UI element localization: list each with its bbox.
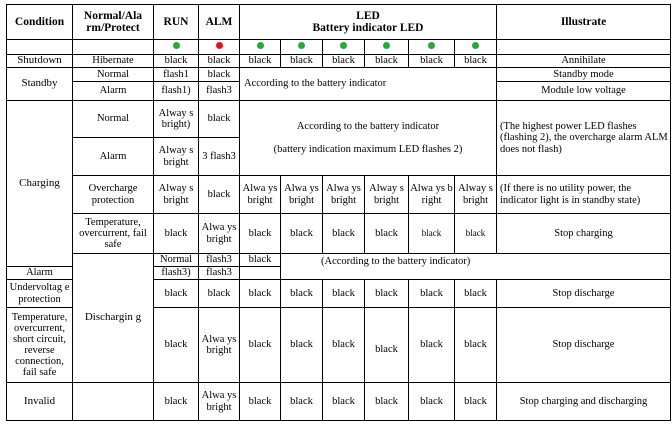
discharging-normal-row <box>7 254 671 267</box>
run-value: black <box>154 214 199 254</box>
alm-value: flash3 <box>199 267 240 280</box>
illustrate-stop-charging: Stop charging <box>497 214 671 254</box>
header-row <box>7 5 671 40</box>
illustrate-standby-mode: Standby mode <box>497 68 671 82</box>
battery-led-value: black <box>323 308 365 383</box>
alm-indicator-cell <box>199 40 240 55</box>
battery-led-green-dot-icon <box>472 42 479 49</box>
battery-led-value: black <box>455 214 497 254</box>
empty-cell <box>497 40 671 55</box>
run-value: flash1) <box>154 82 199 101</box>
alm-value: 3 flash3 <box>199 138 240 176</box>
battery-led-value: black <box>455 308 497 383</box>
battery-led-1-cell <box>240 40 281 55</box>
battery-led-green-dot-icon <box>257 42 264 49</box>
illustrate-annihilate: Annihilate <box>497 55 671 68</box>
header-condition: Condition <box>7 5 73 40</box>
alm-value: black <box>199 280 240 308</box>
battery-led-value: black <box>365 383 409 421</box>
state-normal: Normal <box>73 101 154 138</box>
run-value: black <box>154 55 199 68</box>
battery-led-value: black <box>409 55 455 68</box>
alm-value: black <box>199 68 240 82</box>
empty-cell <box>73 383 154 421</box>
charging-temperature-row <box>7 214 671 254</box>
battery-led-value: black <box>323 214 365 254</box>
battery-led-value: black <box>455 55 497 68</box>
run-value: Alway s bright) <box>154 101 199 138</box>
header-led <box>240 5 497 40</box>
state-hibernate: Hibernate <box>73 55 154 68</box>
header-normal-alarm-protect: Normal/Ala rm/Protect <box>73 5 154 40</box>
charging-overcharge-row <box>7 176 671 214</box>
battery-led-value: black <box>240 214 281 254</box>
battery-led-value: black <box>281 383 323 421</box>
spacer <box>241 132 495 144</box>
battery-led-value: Alwa ys bright <box>409 176 455 214</box>
battery-led-green-dot-icon <box>298 42 305 49</box>
condition-discharging: Dischargin g <box>73 254 154 383</box>
charging-max-flash-text: (battery indication maximum LED flashes 2) <box>273 144 463 155</box>
battery-led-5-cell <box>409 40 455 55</box>
run-value: black <box>154 280 199 308</box>
battery-led-value: black <box>240 55 281 68</box>
battery-led-value: black <box>240 308 281 383</box>
state-normal: Normal <box>154 254 199 267</box>
run-value: Alway s bright <box>154 176 199 214</box>
run-value: Alway s bright <box>154 138 199 176</box>
state-normal: Normal <box>73 68 154 82</box>
run-indicator-cell <box>154 40 199 55</box>
invalid-row <box>7 383 671 421</box>
battery-led-value: black <box>365 214 409 254</box>
battery-led-value: black <box>455 383 497 421</box>
battery-led-value: Alwa ys bright <box>240 176 281 214</box>
header-alm: ALM <box>199 5 240 40</box>
battery-led-value: Alwa ys bright <box>323 176 365 214</box>
led-status-table <box>6 4 671 421</box>
illustrate-charging-note-2: (If there is no utility power, the indicator light is in standby state) <box>497 176 671 214</box>
illustrate-charging-note-1: (The highest power LED flashes (flashing 2), the overcharge alarm ALM does not flash) <box>497 101 671 176</box>
battery-led-value: black <box>240 280 281 308</box>
battery-led-value: black <box>409 383 455 421</box>
header-battery-indicator-led: Battery indicator LED <box>312 22 424 34</box>
indicator-dots-row <box>7 40 671 55</box>
battery-led-value: black <box>240 383 281 421</box>
battery-led-value: black <box>365 308 409 383</box>
standby-normal-row <box>7 68 671 82</box>
battery-led-value: black <box>323 55 365 68</box>
discharging-battery-led-note: (According to the battery indicator) <box>281 254 671 280</box>
alm-led-red-dot-icon <box>216 42 223 49</box>
charging-battery-led-note <box>240 101 497 176</box>
condition-charging: Charging <box>7 101 73 267</box>
battery-led-value: black <box>409 280 455 308</box>
standby-battery-led-note: According to the battery indicator <box>240 68 497 101</box>
state-alarm: Alarm <box>73 138 154 176</box>
alm-value: Alwa ys bright <box>199 308 240 383</box>
illustrate-stop-discharge: Stop discharge <box>497 308 671 383</box>
empty-cell <box>7 40 73 55</box>
alm-value: Alwa ys bright <box>199 214 240 254</box>
state-temperature-overcurrent-fail-safe: Temperature, overcurrent, fail safe <box>73 214 154 254</box>
shutdown-row <box>7 55 671 68</box>
condition-standby: Standby <box>7 68 73 101</box>
battery-led-value: black <box>455 280 497 308</box>
battery-led-value: Alway s bright <box>365 176 409 214</box>
run-value: black <box>154 308 199 383</box>
state-alarm: Alarm <box>73 82 154 101</box>
alm-value: black <box>199 176 240 214</box>
empty-cell <box>73 40 154 55</box>
state-temperature-overcurrent-short-circuit: Temperature, overcurrent, short circuit, reverse connection, fail safe <box>7 308 73 383</box>
state-undervoltage-protection: Undervoltag e protection <box>7 280 73 308</box>
battery-led-value: Alway s bright <box>455 176 497 214</box>
run-value: flash3 <box>199 254 240 267</box>
illustrate-stop-discharge: Stop discharge <box>497 280 671 308</box>
battery-led-6-cell <box>455 40 497 55</box>
battery-led-value: black <box>365 55 409 68</box>
state-overcharge-protection: Overcharge protection <box>73 176 154 214</box>
illustrate-module-low-voltage: Module low voltage <box>497 82 671 101</box>
battery-led-value: black <box>281 214 323 254</box>
alm-value: Alwa ys bright <box>199 383 240 421</box>
condition-invalid: Invalid <box>7 383 73 421</box>
condition-shutdown: Shutdown <box>7 55 73 68</box>
battery-led-value: Alwa ys bright <box>281 176 323 214</box>
battery-led-value: black <box>323 383 365 421</box>
alm-value: black <box>240 254 281 267</box>
battery-led-4-cell <box>365 40 409 55</box>
charging-normal-row <box>7 101 671 138</box>
state-alarm: Alarm <box>7 267 73 280</box>
run-value: flash1 <box>154 68 199 82</box>
led-status-table-wrapper <box>6 4 671 421</box>
run-value: flash3) <box>154 267 199 280</box>
battery-led-green-dot-icon <box>340 42 347 49</box>
illustrate-stop-charging-and-discharging: Stop charging and discharging <box>497 383 671 421</box>
battery-led-value: black <box>281 55 323 68</box>
header-run: RUN <box>154 5 199 40</box>
battery-led-value: black <box>409 214 455 254</box>
battery-led-value: black <box>365 280 409 308</box>
battery-led-green-dot-icon <box>383 42 390 49</box>
alm-value: black <box>199 55 240 68</box>
header-illustrate: Illustrate <box>497 5 671 40</box>
battery-led-value: black <box>281 308 323 383</box>
charging-according-text: According to the battery indicator <box>296 120 440 132</box>
run-led-green-dot-icon <box>173 42 180 49</box>
battery-led-value: black <box>281 280 323 308</box>
battery-led-value: black <box>409 308 455 383</box>
alm-value: black <box>199 101 240 138</box>
alm-value: flash3 <box>199 82 240 101</box>
header-led-title: LED <box>356 9 380 22</box>
run-value: black <box>154 383 199 421</box>
battery-led-3-cell <box>323 40 365 55</box>
battery-led-2-cell <box>281 40 323 55</box>
battery-led-value: black <box>323 280 365 308</box>
battery-led-green-dot-icon <box>428 42 435 49</box>
